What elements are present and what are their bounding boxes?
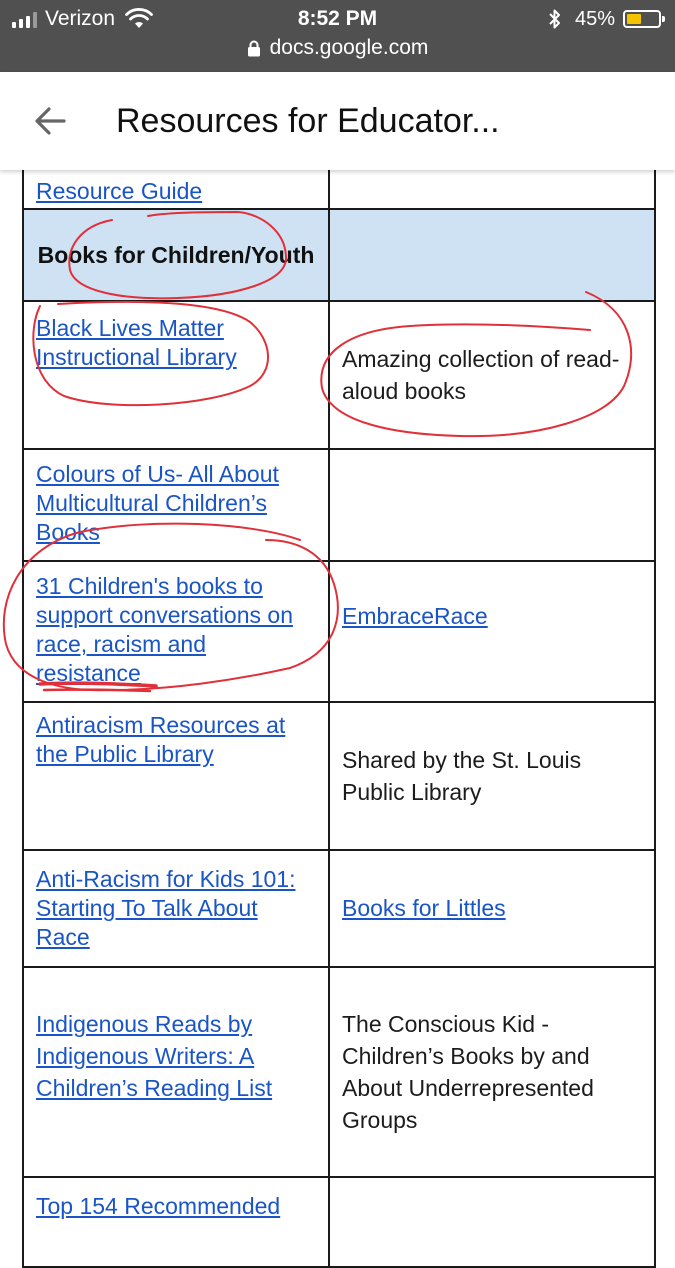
resource-link[interactable]: Books for Littles	[342, 895, 506, 921]
arrow-left-icon[interactable]	[30, 101, 70, 141]
url-text: docs.google.com	[269, 36, 429, 59]
lock-icon	[247, 40, 261, 57]
resource-note: The Conscious Kid - Children’s Books by and About Underrepresented Groups	[342, 1011, 594, 1133]
table-cell	[329, 209, 655, 301]
section-header: Books for Children/Youth	[37, 242, 315, 268]
table-cell	[23, 850, 329, 967]
resource-link[interactable]: Black Lives Matter Instructional Library	[36, 315, 237, 370]
battery-fill	[627, 14, 641, 24]
table-row	[23, 1177, 655, 1267]
resource-link[interactable]: Anti-Racism for Kids 101: Starting To Talk About Race	[36, 866, 296, 950]
table-cell	[23, 1177, 329, 1267]
resource-note: Shared by the St. Louis Public Library	[342, 747, 582, 805]
table-cell	[23, 449, 329, 561]
resource-link[interactable]: Antiracism Resources at the Public Library	[36, 712, 286, 767]
battery-icon	[623, 10, 661, 28]
table-row	[23, 449, 655, 561]
resource-link[interactable]: Indigenous Reads by Indigenous Writers: A Children’s Reading List	[36, 1011, 273, 1101]
document-body[interactable]	[0, 170, 675, 1219]
resource-link[interactable]: Colours of Us- All About Multicultural Children’s Books	[36, 461, 279, 545]
table-row	[23, 561, 655, 702]
status-right	[547, 6, 661, 32]
status-time: 8:52 PM	[297, 7, 378, 30]
table-cell	[329, 561, 655, 702]
table-cell	[23, 209, 329, 301]
resource-link[interactable]: 31 Children's books to support conversations on race, racism and resistance	[36, 573, 293, 686]
table-cell	[329, 850, 655, 967]
app-bar	[0, 72, 675, 170]
table-row	[23, 967, 655, 1177]
table-cell	[329, 702, 655, 850]
table-row	[23, 301, 655, 449]
status-bar	[0, 0, 675, 72]
table-cell	[329, 967, 655, 1177]
document-title: Resources for Educator...	[116, 101, 500, 140]
resource-note: Amazing collection of read-aloud books	[342, 346, 620, 404]
table-row	[23, 702, 655, 850]
table-cell	[23, 967, 329, 1177]
resource-link[interactable]: EmbraceRace	[342, 603, 488, 629]
resource-link[interactable]: Resource Guide	[36, 178, 203, 204]
table-cell	[329, 301, 655, 449]
table-cell	[329, 449, 655, 561]
resources-table	[22, 140, 656, 1268]
table-row	[23, 850, 655, 967]
table-cell	[23, 561, 329, 702]
carrier-name: Verizon	[45, 7, 116, 30]
url-bar[interactable]	[0, 36, 675, 60]
resource-link[interactable]: Top 154 Recommended	[36, 1193, 281, 1219]
table-cell	[23, 301, 329, 449]
table-cell	[329, 1177, 655, 1267]
bluetooth-icon	[547, 8, 563, 30]
table-cell	[23, 702, 329, 850]
section-header-row	[23, 209, 655, 301]
battery-percent: 45%	[574, 7, 615, 30]
